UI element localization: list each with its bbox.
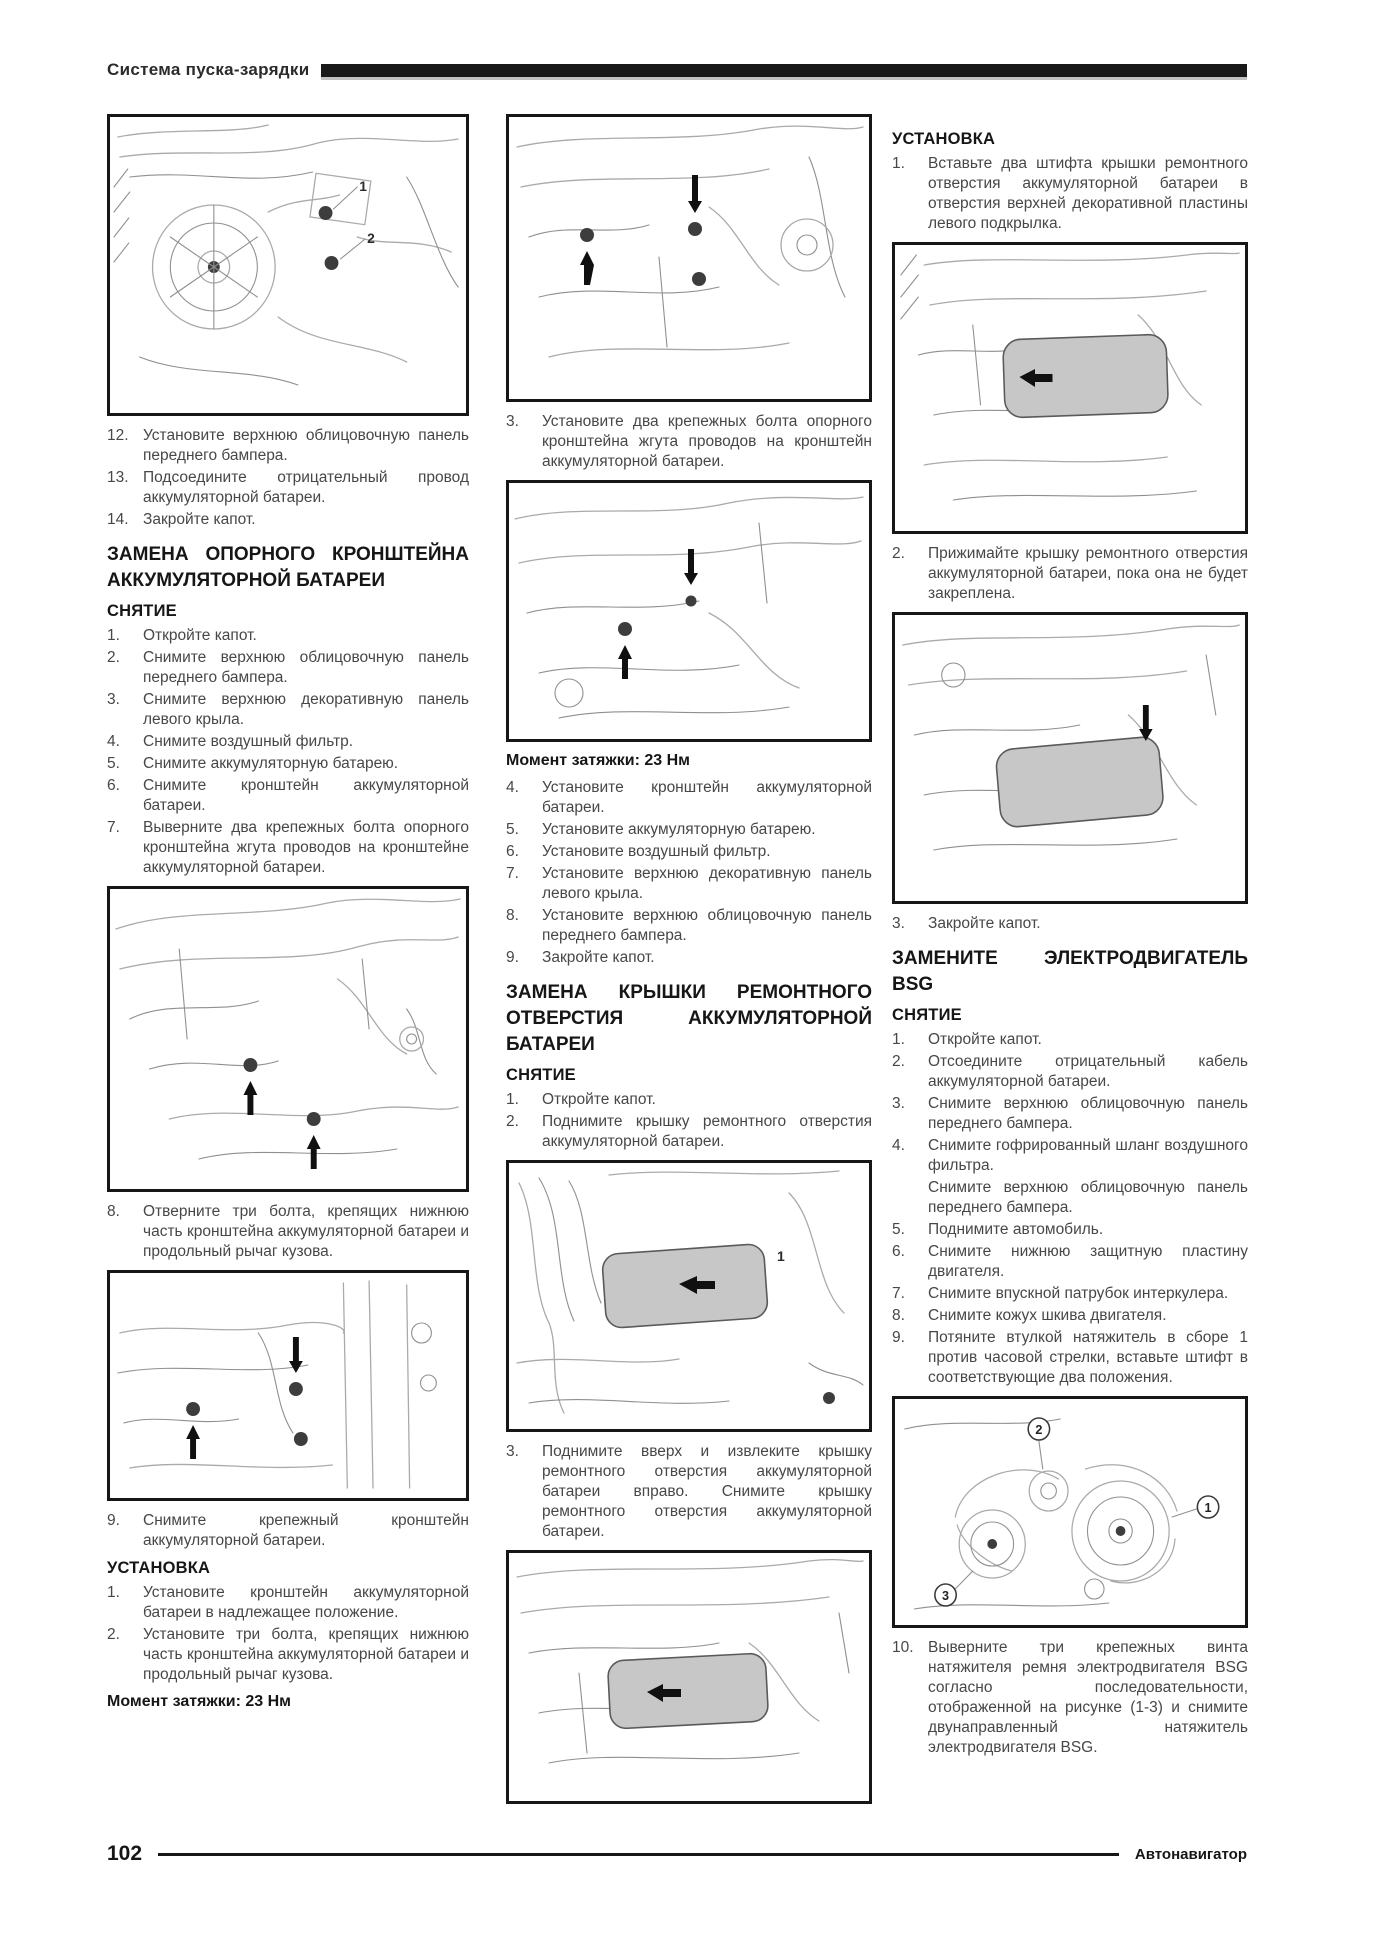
step-text: Снимите верхнюю декоративную панель левого крыла.	[143, 691, 469, 728]
bolt-marker	[325, 256, 339, 270]
step-text: Снимите кронштейн аккумуляторной батареи.	[143, 777, 469, 814]
column-right	[892, 114, 1248, 1766]
bolt-marker	[987, 1539, 997, 1549]
step-number: 12.	[107, 427, 129, 444]
cover-shape	[995, 736, 1164, 828]
footer-rule	[158, 1853, 1119, 1856]
left-install-steps	[107, 1583, 469, 1685]
mid-step3-bottom-block	[506, 1442, 872, 1542]
bolt-marker	[186, 1402, 200, 1416]
bolt-marker	[618, 622, 632, 636]
step-number: 7.	[892, 1285, 905, 1302]
step-text: Поднимите крышку ремонтного отверстия аккумуляторной батареи.	[542, 1113, 872, 1150]
step-text: Снимите крепежный кронштейн аккумуляторной батареи.	[143, 1512, 469, 1549]
list-item	[506, 842, 872, 862]
torque-spec: Момент затяжки: 23 Нм	[506, 752, 690, 769]
header-rule	[321, 64, 1247, 77]
step-number: 3.	[892, 915, 905, 932]
figure-service-cover-2	[506, 1550, 872, 1804]
list-item	[107, 1511, 469, 1551]
list-item	[506, 412, 872, 472]
step-number: 2.	[892, 545, 905, 562]
list-item	[892, 1638, 1248, 1758]
left-top-steps	[107, 426, 469, 530]
bolt-marker	[319, 206, 333, 220]
right-removal-steps	[892, 1030, 1248, 1388]
step-number	[892, 1178, 928, 1218]
bolt-marker	[580, 228, 594, 242]
step-number: 14.	[107, 511, 129, 528]
left-step9-block	[107, 1511, 469, 1551]
figure-alternator	[107, 114, 469, 416]
list-item	[892, 1242, 1248, 1282]
up-arrow-icon	[307, 1135, 321, 1169]
step-text: Установите аккумуляторную батарею.	[542, 821, 816, 838]
step-number: 2.	[506, 1113, 519, 1130]
list-item	[506, 1090, 872, 1110]
step-text: Потяните втулкой натяжитель в сборе 1 против часовой стрелки, вставьте штифт в соответствующие два положения.	[928, 1329, 1248, 1386]
list-item	[107, 1202, 469, 1262]
step-text: Выверните два крепежных болта опорного кронштейна жгута проводов на кронштейне аккумуляторной батареи.	[143, 819, 469, 876]
step-text: Снимите аккумуляторную батарею.	[143, 755, 399, 772]
list-item	[107, 754, 469, 774]
step-number: 6.	[506, 843, 519, 860]
figure-callout-number: 1	[359, 177, 367, 195]
step-number: 4.	[892, 1137, 905, 1154]
figure-bracket-bolts	[107, 886, 469, 1192]
step-text: Отсоедините отрицательный кабель аккумуляторной батареи.	[928, 1053, 1248, 1090]
step-number: 6.	[107, 777, 120, 794]
step-number: 7.	[107, 819, 120, 836]
step-text: Подсоедините отрицательный провод аккумуляторной батареи.	[143, 469, 469, 506]
step-number: 1.	[107, 627, 120, 644]
step-text: Снимите впускной патрубок интеркулера.	[928, 1285, 1229, 1302]
list-item	[107, 468, 469, 508]
bolt-marker	[686, 596, 697, 607]
figure-harness-bracket-bolts	[506, 114, 872, 402]
bolt-marker	[692, 272, 706, 286]
list-item	[892, 1220, 1248, 1240]
list-item	[506, 906, 872, 946]
list-item	[107, 1583, 469, 1623]
section-title: ЗАМЕНА ОПОРНОГО КРОНШТЕЙНА АККУМУЛЯТОРНОЙ БАТАРЕИ	[107, 544, 469, 591]
step-text: Установите кронштейн аккумуляторной батареи в надлежащее положение.	[143, 1584, 469, 1621]
step-number: 2.	[892, 1053, 905, 1070]
step-number: 3.	[506, 1443, 519, 1460]
step-text: Установите верхнюю облицовочную панель переднего бампера.	[143, 427, 469, 464]
step-text: Закройте капот.	[928, 915, 1041, 932]
mid-step3-top-block	[506, 412, 872, 472]
figure-battery-bracket	[506, 480, 872, 742]
step-text: Снимите верхнюю облицовочную панель переднего бампера.	[143, 649, 469, 686]
list-item	[506, 864, 872, 904]
step-number: 9.	[892, 1329, 905, 1346]
step-text: Откройте капот.	[542, 1091, 656, 1108]
down-arrow-icon	[1139, 705, 1153, 741]
up-arrow-icon	[186, 1425, 200, 1459]
step-number: 4.	[107, 733, 120, 750]
step-text: Отверните три болта, крепящих нижнюю часть кронштейна аккумуляторной батареи и продольный рычаг кузова.	[143, 1203, 469, 1260]
list-item	[506, 1112, 872, 1152]
right-install-step3-block	[892, 914, 1248, 934]
step-number: 13.	[107, 469, 129, 486]
list-item	[506, 820, 872, 840]
bolt-marker	[294, 1432, 308, 1446]
step-text: Снимите верхнюю облицовочную панель переднего бампера.	[928, 1179, 1248, 1216]
list-item	[892, 1284, 1248, 1304]
bolt-marker	[1116, 1526, 1126, 1536]
list-item	[107, 818, 469, 878]
step-text: Закройте капот.	[542, 949, 655, 966]
list-item	[892, 1052, 1248, 1092]
list-item	[892, 1136, 1248, 1176]
list-item	[506, 778, 872, 818]
step-text: Снимите верхнюю облицовочную панель переднего бампера.	[928, 1095, 1248, 1132]
figure-callout-number: 3	[942, 1587, 950, 1604]
list-item	[892, 1094, 1248, 1134]
step-number: 1.	[892, 155, 905, 172]
mid-install-steps	[506, 778, 872, 968]
figure-callout-number: 2	[1035, 1421, 1043, 1438]
sketch-lines	[114, 125, 458, 385]
list-item	[892, 1178, 1248, 1218]
section-title: ЗАМЕНА КРЫШКИ РЕМОНТНОГО ОТВЕРСТИЯ АККУМУЛЯТОРНОЙ БАТАРЕИ	[506, 982, 872, 1055]
column-middle	[506, 114, 872, 1814]
step-text: Установите верхнюю облицовочную панель переднего бампера.	[542, 907, 872, 944]
right-step10-block	[892, 1638, 1248, 1758]
list-item	[892, 1306, 1248, 1326]
step-text: Поднимите автомобиль.	[928, 1221, 1104, 1238]
step-text: Установите воздушный фильтр.	[542, 843, 771, 860]
sketch-lines	[116, 899, 460, 1159]
step-number: 4.	[506, 779, 519, 796]
step-text: Закройте капот.	[143, 511, 256, 528]
step-number: 3.	[892, 1095, 905, 1112]
step-text: Снимите кожух шкива двигателя.	[928, 1307, 1167, 1324]
step-number: 2.	[107, 1626, 120, 1643]
sketch-lines	[118, 1281, 436, 1488]
step-text: Вставьте два штифта крышки ремонтного отверстия аккумуляторной батареи в отверстия верхней декоративной пластины левого подкрылка.	[928, 155, 1248, 232]
subsection-title: СНЯТИЕ	[892, 1006, 962, 1024]
down-arrow-icon	[688, 175, 702, 213]
step-number: 5.	[107, 755, 120, 772]
step-text: Откройте капот.	[928, 1031, 1042, 1048]
step-text: Установите верхнюю декоративную панель левого крыла.	[542, 865, 872, 902]
sketch-lines	[905, 1419, 1197, 1609]
list-item	[107, 426, 469, 466]
list-item	[107, 732, 469, 752]
list-item	[107, 510, 469, 530]
sketch-lines	[515, 497, 863, 718]
list-item	[107, 776, 469, 816]
subsection-title: УСТАНОВКА	[892, 130, 996, 148]
list-item	[892, 1328, 1248, 1388]
step-number: 10.	[892, 1639, 914, 1656]
up-arrow-icon	[244, 1081, 258, 1115]
list-item	[107, 626, 469, 646]
cover-shape	[607, 1653, 768, 1729]
figure-callout-number: 1	[777, 1248, 785, 1264]
step-text: Снимите гофрированный шланг воздушного фильтра.	[928, 1137, 1248, 1174]
step-number: 5.	[892, 1221, 905, 1238]
step-number: 1.	[892, 1031, 905, 1048]
page-header-title: Система пуска-зарядки	[107, 60, 310, 79]
step-text: Установите три болта, крепящих нижнюю часть кронштейна аккумуляторной батареи и продольный рычаг кузова.	[143, 1626, 469, 1683]
list-item	[506, 1442, 872, 1542]
subsection-title: СНЯТИЕ	[107, 602, 177, 620]
sketch-lines	[517, 126, 863, 357]
step-number: 3.	[506, 413, 519, 430]
list-item	[892, 544, 1248, 604]
footer-brand: Автонавигатор	[1134, 1845, 1247, 1863]
mid-removal-steps	[506, 1090, 872, 1152]
bolt-marker	[289, 1382, 303, 1396]
step-number: 1.	[506, 1091, 519, 1108]
page-footer	[107, 1842, 1247, 1866]
step-number: 8.	[506, 907, 519, 924]
figure-service-cover-1	[506, 1160, 872, 1432]
torque-spec: Момент затяжки: 23 Нм	[107, 1693, 291, 1710]
right-install-step2-block	[892, 544, 1248, 604]
step-number: 9.	[107, 1512, 120, 1529]
step-number: 5.	[506, 821, 519, 838]
page-number: 102	[107, 1842, 143, 1865]
column-left	[107, 114, 469, 1719]
step-text: Установите два крепежных болта опорного кронштейна жгута проводов на кронштейн аккумуляторной батареи.	[542, 413, 872, 470]
left-step8-block	[107, 1202, 469, 1262]
figure-cover-install-2	[892, 612, 1248, 904]
figure-callout-number: 2	[367, 229, 375, 247]
bolt-marker	[244, 1058, 258, 1072]
bolt-marker	[688, 222, 702, 236]
list-item	[107, 648, 469, 688]
page-header	[107, 60, 1247, 80]
section-title: ЗАМЕНИТЕ ЭЛЕКТРОДВИГАТЕЛЬ BSG	[892, 948, 1248, 995]
figure-callout-number: 1	[1204, 1499, 1212, 1516]
up-arrow-icon	[580, 251, 594, 285]
step-number: 2.	[107, 649, 120, 666]
step-text: Поднимите вверх и извлеките крышку ремонтного отверстия аккумуляторной батареи вправо. Снимите крышку ремонтного отверстия аккумуляторной батареи.	[542, 1443, 872, 1540]
figure-cover-install-1	[892, 242, 1248, 534]
figure-frame-bolts	[107, 1270, 469, 1501]
list-item	[892, 914, 1248, 934]
step-number: 8.	[107, 1203, 120, 1220]
step-number: 8.	[892, 1307, 905, 1324]
left-removal-steps	[107, 626, 469, 878]
list-item	[107, 1625, 469, 1685]
list-item	[107, 690, 469, 730]
subsection-title: СНЯТИЕ	[506, 1066, 576, 1084]
step-text: Установите кронштейн аккумуляторной батареи.	[542, 779, 872, 816]
step-number: 3.	[107, 691, 120, 708]
step-number: 9.	[506, 949, 519, 966]
up-arrow-icon	[618, 645, 632, 679]
step-text: Выверните три крепежных винта натяжителя ремня электродвигателя BSG согласно последовательности, отображенной на рисунке (1-3) и снимите двунаправленный натяжитель электродвигателя BSG.	[928, 1639, 1248, 1756]
bolt-marker	[823, 1392, 835, 1404]
step-number: 6.	[892, 1243, 905, 1260]
step-text: Прижимайте крышку ремонтного отверстия аккумуляторной батареи, пока она не будет закреплена.	[928, 545, 1248, 602]
subsection-title: УСТАНОВКА	[107, 1559, 211, 1577]
bolt-marker	[307, 1112, 321, 1126]
step-number: 7.	[506, 865, 519, 882]
step-text: Снимите воздушный фильтр.	[143, 733, 354, 750]
figure-belt-tensioner	[892, 1396, 1248, 1628]
list-item	[892, 1030, 1248, 1050]
right-install-step1-block	[892, 154, 1248, 234]
step-number: 1.	[107, 1584, 120, 1601]
step-text: Снимите нижнюю защитную пластину двигателя.	[928, 1243, 1248, 1280]
list-item	[892, 154, 1248, 234]
list-item	[506, 948, 872, 968]
step-text: Откройте капот.	[143, 627, 257, 644]
